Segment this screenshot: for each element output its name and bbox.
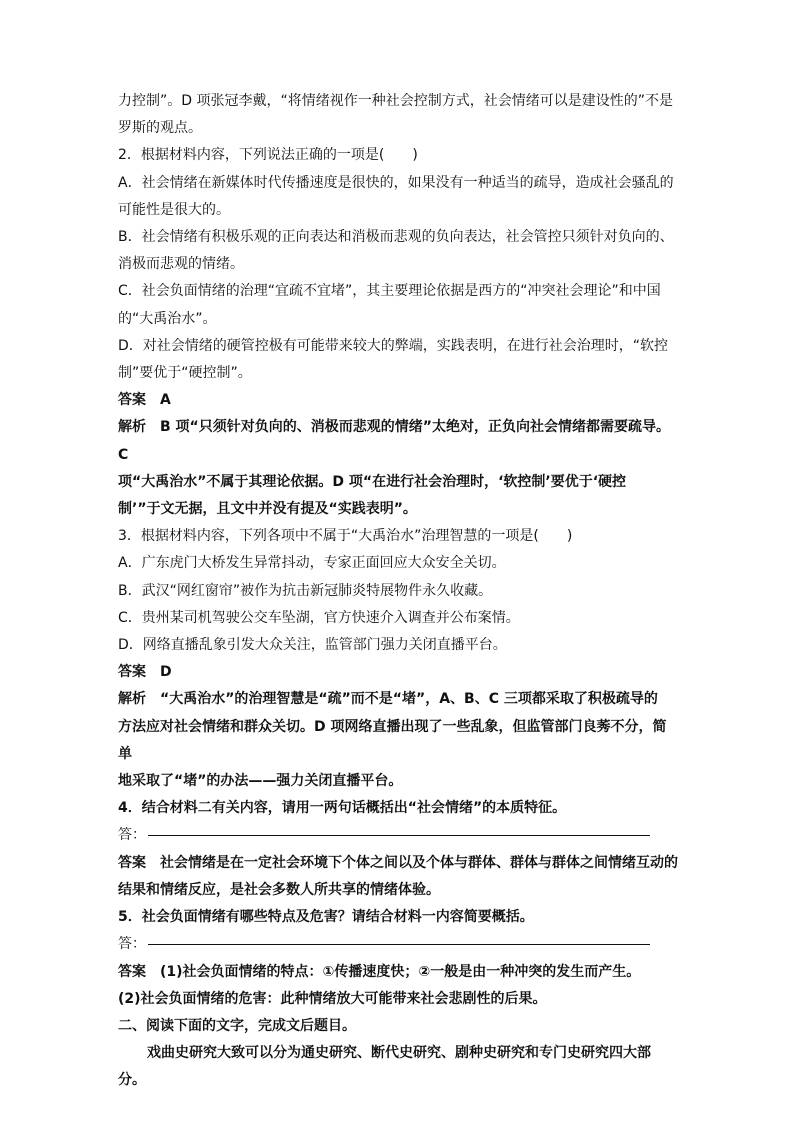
option-b: B．武汉“网红窗帘”被作为抗击新冠肺炎特展物件永久收藏。: [118, 582, 493, 599]
answer-label: 答：: [118, 827, 146, 844]
answer-2: 答案 A: [118, 392, 171, 409]
answer-blank-5: [118, 931, 678, 958]
text-line: 力控制”。D 项张冠李戴，“将情绪视作一种社会控制方式，社会情绪可以是建设性的”不是: [118, 93, 673, 109]
answer-underline[interactable]: [148, 834, 650, 836]
answer-blank-4: [118, 822, 678, 849]
explanation-3-line: 解析 “大禹治水”的治理智慧是“疏”而不是“堵”，A、B、C 三项都采取了积极疏导的: [118, 691, 658, 708]
answer-5-line: 答案 (1)社会负面情绪的特点：①传播速度快；②一般是由一种冲突的发生而产生。: [118, 963, 641, 980]
explanation-2-line: 解析 B 项“只须针对负向的、消极而悲观的情绪”太绝对，正负向社会情绪都需要疏导。C: [118, 419, 670, 463]
option-b-line: B．社会情绪有积极乐观的正向表达和消极而悲观的负向表达，社会管控只须针对负向的、: [118, 229, 674, 246]
question-4: 4．结合材料二有关内容，请用一两句话概括出“社会情绪”的本质特征。: [118, 800, 567, 817]
question-3: 3．根据材料内容，下列各项中不属于“大禹治水”治理智慧的一项是( ): [118, 528, 573, 545]
option-c: C．贵州某司机驾驶公交车坠湖，官方快速介入调查并公布案情。: [118, 609, 520, 626]
option-d-line: D．对社会情绪的硬管控极有可能带来较大的弊端，实践表明，在进行社会治理时，“软控: [118, 337, 669, 354]
section-heading: 二、阅读下面的文字，完成文后题目。: [118, 1017, 356, 1034]
explanation-3-line: 地采取了“堵”的办法——强力关闭直播平台。: [118, 773, 403, 790]
option-c-line: C．社会负面情绪的治理“宜疏不宜堵”，其主要理论依据是西方的“冲突社会理论”和中国: [118, 283, 661, 300]
explanation-3-line: 方法应对社会情绪和群众关切。D 项网络直播出现了一些乱象，但监管部门良莠不分，简单: [118, 718, 667, 762]
passage-paragraph: 戏曲史研究大致可以分为通史研究、断代史研究、剧种史研究和专门史研究四大部分。: [118, 1045, 651, 1089]
option-c-line: 的“大禹治水”。: [118, 310, 217, 327]
question-5: 5．社会负面情绪有哪些特点及危害？请结合材料一内容简要概括。: [118, 909, 534, 926]
answer-3: 答案 D: [118, 664, 172, 681]
option-a: A．广东虎门大桥发生异常抖动，专家正面回应大众安全关切。: [118, 555, 506, 572]
text-line: 罗斯的观点。: [118, 120, 202, 137]
option-b-line: 消极而悲观的情绪。: [118, 256, 244, 273]
answer-4-line: 结果和情绪反应，是社会多数人所共享的情绪体验。: [118, 881, 440, 898]
option-a-line: A．社会情绪在新媒体时代传播速度是很快的，如果没有一种适当的疏导，造成社会骚乱的: [118, 174, 674, 191]
answer-4-line: 答案 社会情绪是在一定社会环境下个体之间以及个体与群体、群体与群体之间情绪互动的: [118, 854, 678, 871]
answer-label: 答：: [118, 936, 146, 953]
explanation-2-line: 制’”于文无据，且文中并没有提及“实践表明”。: [118, 501, 417, 518]
option-a-line: 可能性是很大的。: [118, 201, 230, 218]
explanation-2-line: 项“大禹治水”不属于其理论依据。D 项“在进行社会治理时，‘软控制’要优于‘硬控: [118, 473, 627, 490]
answer-underline[interactable]: [148, 943, 650, 945]
answer-5-line: (2)社会负面情绪的危害：此种情绪放大可能带来社会悲剧性的后果。: [118, 990, 547, 1007]
document-page: [118, 88, 678, 1095]
question-2: 2．根据材料内容，下列说法正确的一项是( ): [118, 147, 418, 164]
option-d-line: 制”要优于“硬控制”。: [118, 365, 252, 382]
option-d: D．网络直播乱象引发大众关注，监管部门强力关闭直播平台。: [118, 637, 507, 654]
